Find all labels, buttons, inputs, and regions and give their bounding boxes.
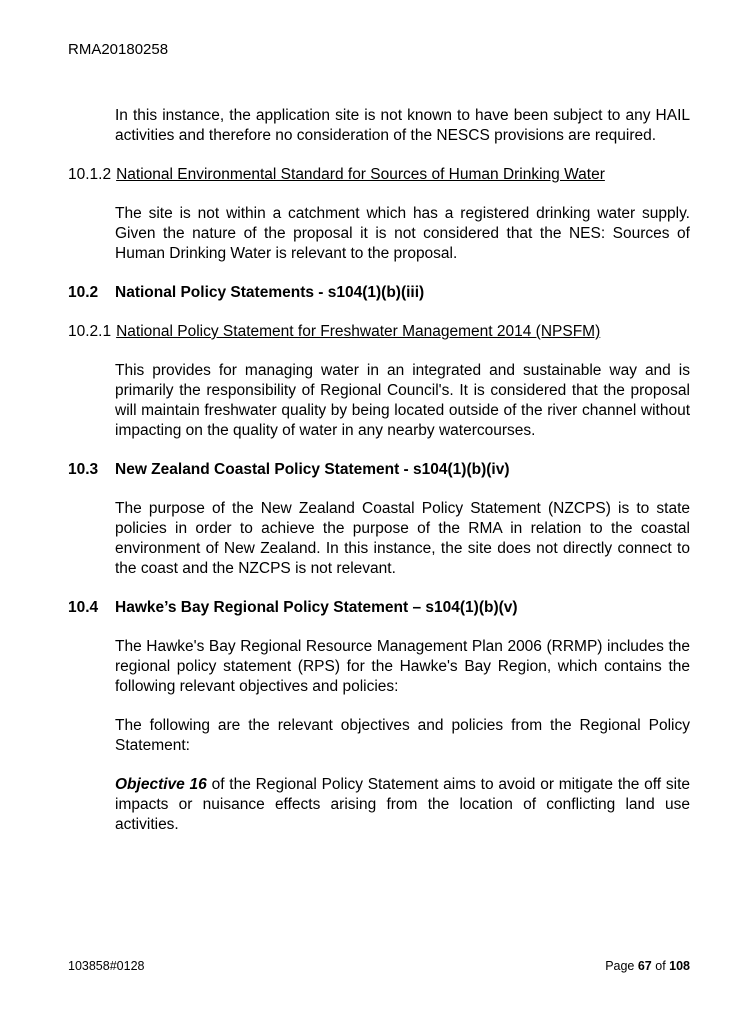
heading-number: 10.4 [68,599,99,616]
footer-page-number [605,958,690,974]
heading-title: Hawke’s Bay Regional Policy Statement – s104(1)(b)(v) [115,599,518,616]
heading-title: National Environmental Standard for Sources of Human Drinking Water [116,166,605,183]
paragraph-following-objectives: The following are the relevant objectives and policies from the Regional Policy Statement: [115,717,690,754]
heading-title: National Policy Statements - s104(1)(b)(iii) [115,284,425,301]
heading-title: National Policy Statement for Freshwater Management 2014 (NPSFM) [116,323,601,340]
heading-10-4 [68,598,690,618]
paragraph-drinking-water: The site is not within a catchment which has a registered drinking water supply. Given the nature of the proposal it is not considered that the NES: Sources of Human Drinking Water is relevant to the proposal. [115,205,690,262]
objective-16-text: of the Regional Policy Statement aims to avoid or mitigate the off site impacts or nuisance effects arising from the location of conflicting land use activities. [115,776,690,833]
footer-page-of: of [651,959,670,973]
paragraph-nzcps: The purpose of the New Zealand Coastal Policy Statement (NZCPS) is to state policies in order to achieve the purpose of the RMA in relation to the coastal environment of New Zealand. In this instance, the site does not directly connect to the coast and the NZCPS is not relevant. [115,500,690,577]
heading-number: 10.3 [68,461,99,478]
heading-number: 10.2 [68,284,99,301]
footer-page-current: 67 [637,959,652,973]
paragraph-npsfm: This provides for managing water in an integrated and sustainable way and is primarily the responsibility of Regional Council's. It is considered that the proposal will maintain freshwater quality by being located outside of the river channel without impacting on the quality of water in any nearby watercourses. [115,362,690,439]
heading-number: 10.1.2 [68,166,112,183]
paragraph-nescs: In this instance, the application site is not known to have been subject to any HAIL activities and therefore no consideration of the NESCS provisions are required. [115,107,690,144]
heading-number: 10.2.1 [68,323,112,340]
footer-page-prefix: Page [605,959,638,973]
objective-16-label: Objective 16 [115,776,207,793]
footer-doc-ref: 103858#0128 [68,959,145,973]
paragraph-rrmp: The Hawke's Bay Regional Resource Management Plan 2006 (RRMP) includes the regional policy statement (RPS) for the Hawke's Bay Region, which contains the following relevant objectives and policies: [115,638,690,695]
heading-10-3 [68,460,690,480]
heading-10-2 [68,283,690,303]
heading-10-1-2 [68,165,690,185]
paragraph-objective-16 [115,775,690,835]
heading-title: New Zealand Coastal Policy Statement - s104(1)(b)(iv) [115,461,510,478]
heading-10-2-1 [68,322,690,342]
footer-page-total: 108 [669,959,690,973]
document-body [68,106,690,854]
page-footer [68,958,690,974]
page-header-doc-number: RMA20180258 [68,41,169,58]
